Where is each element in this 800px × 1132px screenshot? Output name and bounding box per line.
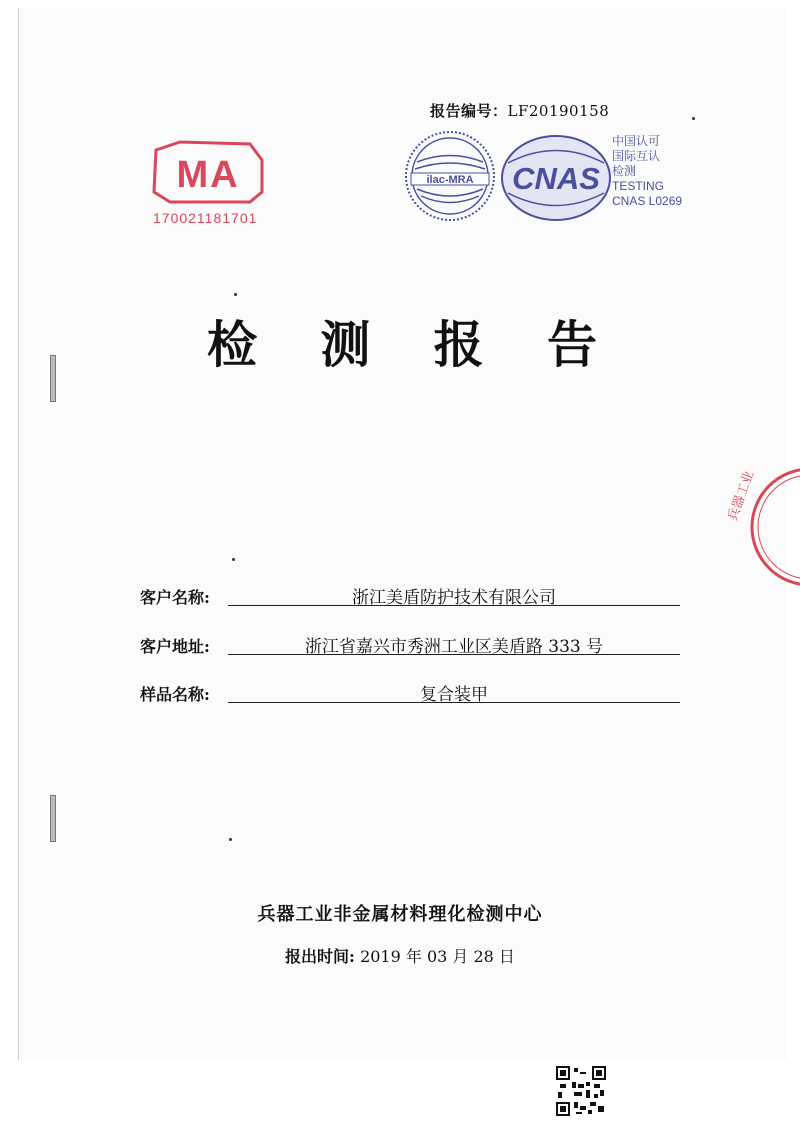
official-seal-stamp [725,462,790,592]
ma-logo-mark: MA [176,154,240,196]
client-address-value: 浙江省嘉兴市秀洲工业区美盾路 333 号 [228,632,680,655]
client-name-value: 浙江美盾防护技术有限公司 [228,583,680,606]
paper-speck [692,117,695,120]
ma-certificate-number: 170021181701 [153,210,258,226]
cnas-accreditation-text [612,134,682,209]
sample-name-value: 复合装甲 [228,680,680,703]
issue-date-label: 报出时间: [285,947,355,966]
report-number [430,100,609,121]
ma-certification-logo [150,140,266,206]
client-address-label: 客户地址: [140,637,210,656]
ilac-logo-mark: ilac-MRA [426,174,474,186]
paper-speck [234,293,237,296]
issue-date-value: 2019 年 03 月 28 日 [360,947,515,966]
title-char: 告 [546,315,597,374]
client-name-field [140,585,680,609]
qr-code-icon[interactable] [556,1066,606,1116]
report-number-value: LF20190158 [507,102,610,120]
title-char: 报 [433,315,484,374]
ilac-mra-logo [403,129,497,223]
cnas-line: TESTING [612,179,665,193]
issue-date [0,944,800,967]
cnas-line: 国际互认 [612,149,661,163]
cnas-logo [498,133,614,223]
cnas-logo-mark: CNAS [512,161,600,196]
client-address-field [140,634,680,658]
issuing-organization: 兵器工业非金属材料理化检测中心 [257,904,543,925]
binder-clip-top [50,355,56,402]
sample-name-field [140,682,680,706]
cnas-line: CNAS L0269 [612,194,683,208]
document-title [207,305,597,377]
paper-speck [229,838,232,841]
cnas-line: 检测 [612,164,637,178]
client-name-label: 客户名称: [140,588,210,607]
title-char: 检 [207,315,257,374]
stamp-text: 兵器工业 [725,469,758,524]
sample-name-label: 样品名称: [140,685,210,704]
title-char: 测 [320,315,371,374]
binder-clip-bottom [50,795,56,842]
report-number-label: 报告编号： [430,102,508,120]
cnas-line: 中国认可 [612,134,661,148]
paper-speck [232,558,235,561]
